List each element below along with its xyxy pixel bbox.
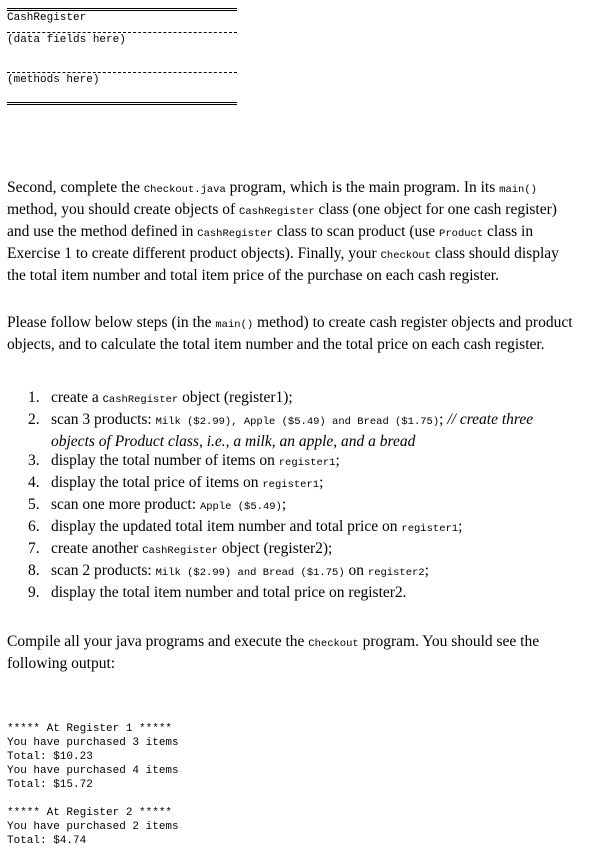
- paragraph-steps-intro: Please follow below steps (in the main() method) to create cash register objects and product objects, and to calculate the total item number and the total price on each cash register.: [7, 314, 573, 353]
- list-item: 9. display the total item number and total price on register2.: [28, 584, 407, 601]
- output-line: Total: $4.74: [7, 835, 87, 847]
- list-item: 6. display the updated total item number and total price on register1;: [28, 518, 463, 535]
- list-item: 8. scan 2 products: Milk ($2.99) and Bread ($1.75) on register2;: [28, 562, 429, 579]
- output-line: ***** At Register 1 *****: [7, 723, 173, 735]
- console-output: [7, 722, 179, 848]
- paragraph-checkout-intro: Second, complete the Checkout.java program, which is the main program. In its main() method, you should create objects of CashRegister class (one object for one cash register) and use the method defined in CashRegister class to scan product (use Product class in Exercise 1 to create different product objects). Finally, your CheckOut class should display the total item number and total item price of the purchase on each cash register.: [7, 179, 559, 284]
- uml-fields: (data fields here): [7, 34, 126, 46]
- output-line: You have purchased 2 items: [7, 821, 179, 833]
- uml-class-name: CashRegister: [7, 12, 87, 24]
- output-line: You have purchased 3 items: [7, 737, 179, 749]
- output-line: Total: $10.23: [7, 751, 93, 763]
- uml-methods: (methods here): [7, 74, 100, 86]
- list-item: 1. create a CashRegister object (register1);: [28, 389, 293, 406]
- list-item: 2. scan 3 products: Milk ($2.99), Apple ($5.49) and Bread ($1.75); // create three objects of Product class, i.e., a milk, an apple, and a bread: [28, 411, 534, 450]
- uml-bottom-rule: [7, 102, 237, 105]
- list-item: 4. display the total price of items on register1;: [28, 474, 324, 491]
- list-item: 3. display the total number of items on register1;: [28, 452, 340, 469]
- output-line: Total: $15.72: [7, 779, 93, 791]
- paragraph-compile: Compile all your java programs and execute the Checkout program. You should see the following output:: [7, 633, 540, 672]
- uml-class-diagram: [7, 2, 237, 105]
- list-item: 7. create another CashRegister object (register2);: [28, 540, 333, 557]
- output-line: You have purchased 4 items: [7, 765, 179, 777]
- steps-list: [20, 388, 580, 602]
- list-item: 5. scan one more product: Apple ($5.49);: [28, 496, 287, 513]
- output-line: ***** At Register 2 *****: [7, 807, 173, 819]
